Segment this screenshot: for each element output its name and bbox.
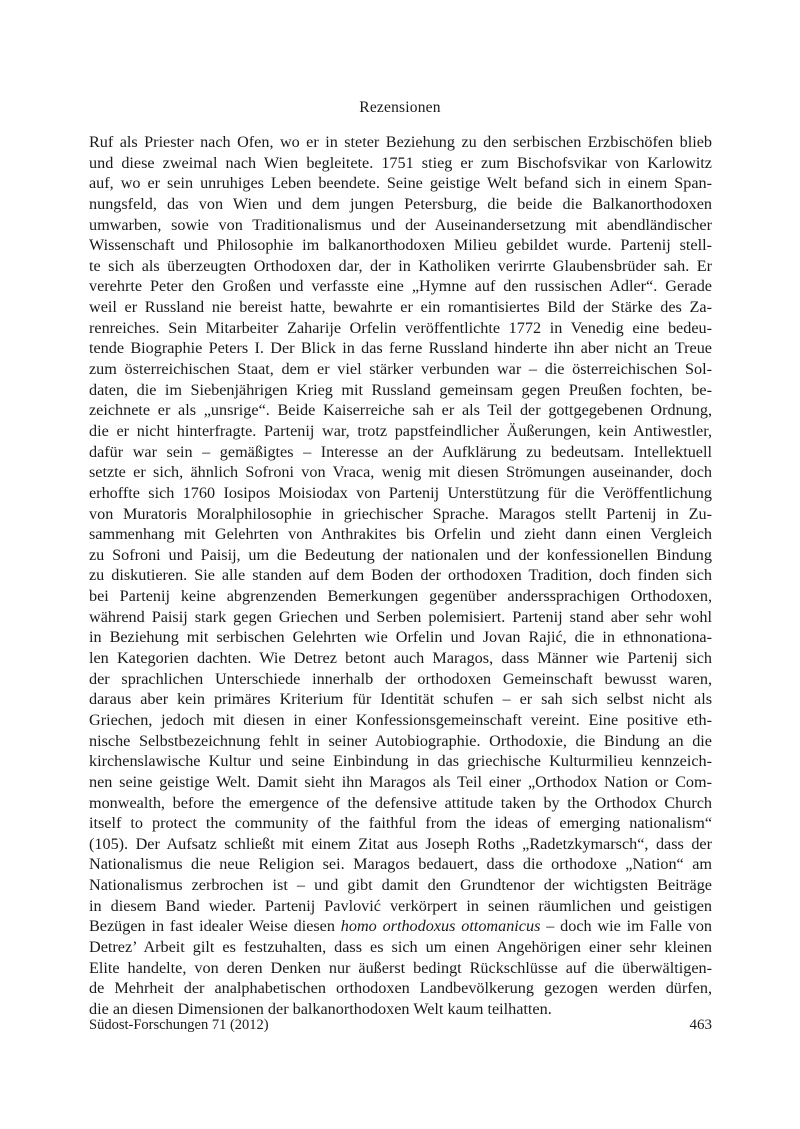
review-body-text bbox=[89, 132, 712, 1020]
text-line: de Mehrheit der analphabetischen orthodoxen Landbevölkerung gezogen werden dürfen, bbox=[89, 979, 712, 998]
text-line: Nationalismus die neue Religion sei. Maragos bedauert, dass die orthodoxe „Nation“ am bbox=[89, 855, 712, 874]
text-line: nen seine geistige Welt. Damit sieht ihn Maragos als Teil einer „Orthodox Nation or Com- bbox=[89, 772, 712, 791]
text-line: daten, die im Siebenjährigen Krieg mit Russland gemeinsam gegen Preußen fochten, be- bbox=[89, 380, 712, 399]
text-line: daraus aber kein primäres Kriterium für Identität schufen – er sah sich selbst nicht als bbox=[89, 690, 712, 709]
text-line: zu diskutieren. Sie alle standen auf dem Boden der orthodoxen Tradition, doch finden sich bbox=[89, 566, 712, 585]
running-head: Rezensionen bbox=[359, 99, 441, 116]
text-line: itself to protect the community of the faithful from the ideas of emerging nationalism“ bbox=[89, 814, 712, 833]
text-line: dafür war sein – gemäßigtes – Interesse an der Aufklärung zu bedeutsam. Intellektuell bbox=[89, 442, 712, 461]
text-line: von Muratoris Moralphilosophie in griechischer Sprache. Maragos stellt Partenij in Zu- bbox=[89, 504, 712, 523]
text-line: len Kategorien dachten. Wie Detrez betont auch Maragos, dass Männer wie Partenij sich bbox=[89, 649, 712, 668]
text-segment: – doch wie im Falle von bbox=[540, 917, 713, 936]
text-line: nische Selbstbezeichnung fehlt in seiner Autobiographie. Orthodoxie, die Bindung an die bbox=[89, 731, 712, 750]
text-line-last: die an diesen Dimensionen der balkanorthodoxen Welt kaum teilhatten. bbox=[89, 999, 552, 1018]
page-number: 463 bbox=[689, 1017, 712, 1033]
text-line: während Paisij stark gegen Griechen und Serben polemisiert. Partenij stand aber sehr wohl bbox=[89, 607, 712, 626]
text-line: bei Partenij keine abgrenzenden Bemerkungen gegenüber anderssprachigen Orthodoxen, bbox=[89, 587, 712, 606]
text-line: zu Sofroni und Paisij, um die Bedeutung der nationalen und der konfessionellen Bindung bbox=[89, 545, 712, 564]
text-line: kirchenslawische Kultur und seine Einbindung in das griechische Kulturmilieu kennzeich- bbox=[89, 752, 712, 771]
text-line: Detrez’ Arbeit gilt es festzuhalten, dass es sich um einen Angehörigen einer sehr kleinen bbox=[89, 937, 712, 956]
text-line: Wissenschaft und Philosophie im balkanorthodoxen Milieu gebildet wurde. Partenij stell- bbox=[89, 236, 712, 255]
text-line: (105). Der Aufsatz schließt mit einem Zitat aus Joseph Roths „Radetzkymarsch“, dass der bbox=[89, 834, 712, 853]
text-line: weil er Russland nie bereist hatte, bewahrte er ein romantisiertes Bild der Stärke des Za- bbox=[89, 298, 712, 317]
text-line: Ruf als Priester nach Ofen, wo er in steter Beziehung zu den serbischen Erzbischöfen blieb bbox=[89, 133, 712, 151]
journal-citation: Südost-Forschungen 71 (2012) bbox=[89, 1017, 269, 1033]
text-line: in diesem Band wieder. Partenij Pavlović verkörpert in seinen räumlichen und geistigen bbox=[89, 896, 712, 915]
text-line: verehrte Peter den Großen und verfasste eine „Hymne auf den russischen Adler“. Gerade bbox=[89, 277, 712, 296]
text-line: Nationalismus zerbrochen ist – und gibt damit den Grundtenor der wichtigsten Beiträge bbox=[89, 876, 712, 895]
text-line: erhoffte sich 1760 Iosipos Moisiodax von Partenij Unterstützung für die Veröffentlichung bbox=[89, 483, 712, 502]
text-line: zeichnete er als „unsrige“. Beide Kaiserreiche sah er als Teil der gottgegebenen Ordnung, bbox=[89, 401, 712, 420]
text-line: zum österreichischen Staat, dem er viel stärker verbunden war – die österreichischen Sol- bbox=[89, 360, 712, 379]
text-line: auf, wo er sein unruhiges Leben beendete. Seine geistige Welt befand sich in einem Span- bbox=[89, 174, 712, 193]
text-line: monwealth, before the emergence of the defensive attitude taken by the Orthodox Church bbox=[89, 793, 712, 812]
text-line: der sprachlichen Unterschiede innerhalb der orthodoxen Gemeinschaft bewusst waren, bbox=[89, 669, 712, 688]
text-line: sammenhang mit Gelehrten von Anthrakites bis Orfelin und zieht dann einen Vergleich bbox=[89, 525, 712, 544]
text-line: und diese zweimal nach Wien begleitete. 1751 stieg er zum Bischofsvikar von Karlowitz bbox=[89, 153, 712, 172]
text-line: tende Biographie Peters I. Der Blick in das ferne Russland hinderte ihn aber nicht an Treue bbox=[89, 339, 712, 358]
text-line: die er nicht hinterfragte. Partenij war, trotz papstfeindlicher Äußerungen, kein Antiwestler, bbox=[89, 421, 712, 440]
text-line: nungsfeld, das von Wien und dem jungen Petersburg, die beide die Balkanorthodoxen bbox=[89, 194, 712, 213]
text-line-with-italic bbox=[89, 916, 712, 937]
text-line: umwarben, sowie von Traditionalismus und der Auseinandersetzung mit abendländischer bbox=[89, 215, 712, 234]
text-line: te sich als überzeugten Orthodoxen dar, der in Katholiken verirrte Glaubensbrüder sah. Er bbox=[89, 256, 712, 275]
text-line: Griechen, jedoch mit diesen in einer Konfessionsgemeinschaft vereint. Eine positive eth- bbox=[89, 710, 712, 729]
text-line: in Beziehung mit serbischen Gelehrten wie Orfelin und Jovan Rajić, die in ethnonationa- bbox=[89, 628, 712, 647]
text-segment: Bezügen in fast idealer Weise diesen bbox=[89, 917, 341, 936]
text-line: renreiches. Sein Mitarbeiter Zaharije Orfelin veröffentlichte 1772 in Venedig eine bedeu- bbox=[89, 318, 712, 337]
text-line: Elite handelte, von deren Denken nur äußerst bedingt Rückschlüsse auf die überwältigen- bbox=[89, 958, 712, 977]
italic-phrase: homo orthodoxus ottomanicus bbox=[340, 917, 541, 936]
text-line: setzte er sich, ähnlich Sofroni von Vraca, wenig mit diesen Strömungen auseinander, doch bbox=[89, 463, 712, 482]
